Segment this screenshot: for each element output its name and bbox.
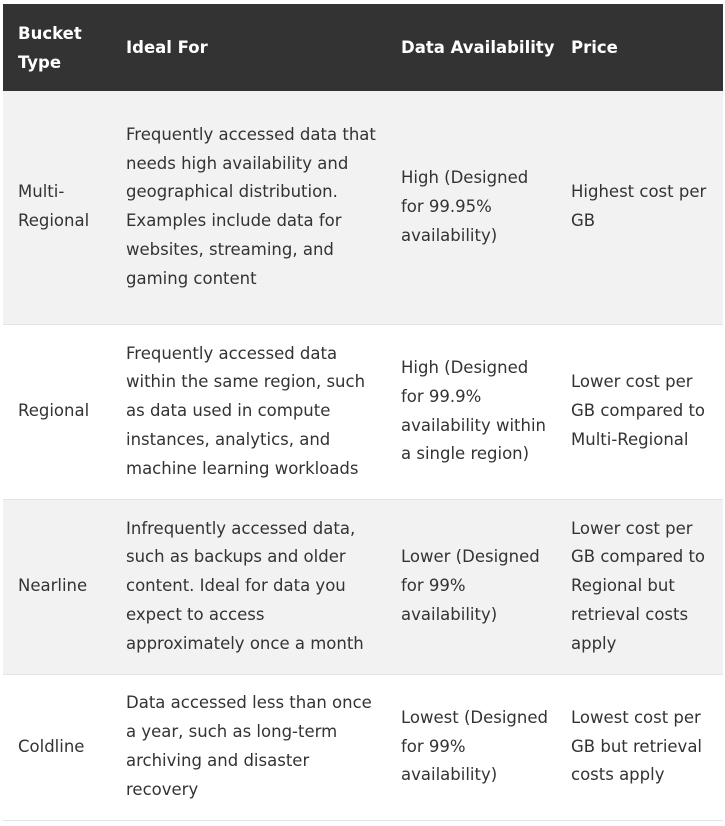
- table-row: [3, 674, 723, 820]
- header-price: Price: [571, 38, 618, 57]
- cell-ideal-for: Infrequently accessed data, such as backups and older content. Ideal for data you expect to access approximately once a month: [111, 499, 386, 674]
- table-header: [3, 4, 723, 91]
- cell-price: Lower cost per GB compared to Regional but retrieval costs apply: [556, 499, 723, 674]
- table-body: [3, 91, 723, 820]
- header-row: [3, 4, 723, 91]
- cell-data-availability: High (Designed for 99.95% availability): [386, 91, 556, 324]
- bucket-comparison-table-container: [3, 4, 723, 821]
- header-bucket-type: Bucket Type: [18, 23, 82, 72]
- cell-ideal-for: Frequently accessed data within the same region, such as data used in compute instances, analytics, and machine learning workloads: [111, 324, 386, 499]
- cell-price: Highest cost per GB: [556, 91, 723, 324]
- cell-price: Lower cost per GB compared to Multi-Regional: [556, 324, 723, 499]
- table-row: [3, 324, 723, 499]
- table-row: [3, 91, 723, 324]
- bucket-comparison-table: [3, 4, 723, 821]
- table-row: [3, 499, 723, 674]
- cell-bucket-type: Coldline: [3, 674, 111, 820]
- header-ideal-for: Ideal For: [126, 38, 208, 57]
- cell-data-availability: Lower (Designed for 99% availability): [386, 499, 556, 674]
- cell-price: Lowest cost per GB but retrieval costs apply: [556, 674, 723, 820]
- cell-data-availability: High (Designed for 99.9% availability within a single region): [386, 324, 556, 499]
- cell-bucket-type: Multi-Regional: [3, 91, 111, 324]
- cell-ideal-for: Frequently accessed data that needs high availability and geographical distribution. Examples include data for websites, streaming, and gaming content: [111, 91, 386, 324]
- cell-ideal-for: Data accessed less than once a year, such as long-term archiving and disaster recovery: [111, 674, 386, 820]
- header-data-availability: Data Availability: [401, 38, 555, 57]
- cell-bucket-type: Nearline: [3, 499, 111, 674]
- cell-data-availability: Lowest (Designed for 99% availability): [386, 674, 556, 820]
- cell-bucket-type: Regional: [3, 324, 111, 499]
